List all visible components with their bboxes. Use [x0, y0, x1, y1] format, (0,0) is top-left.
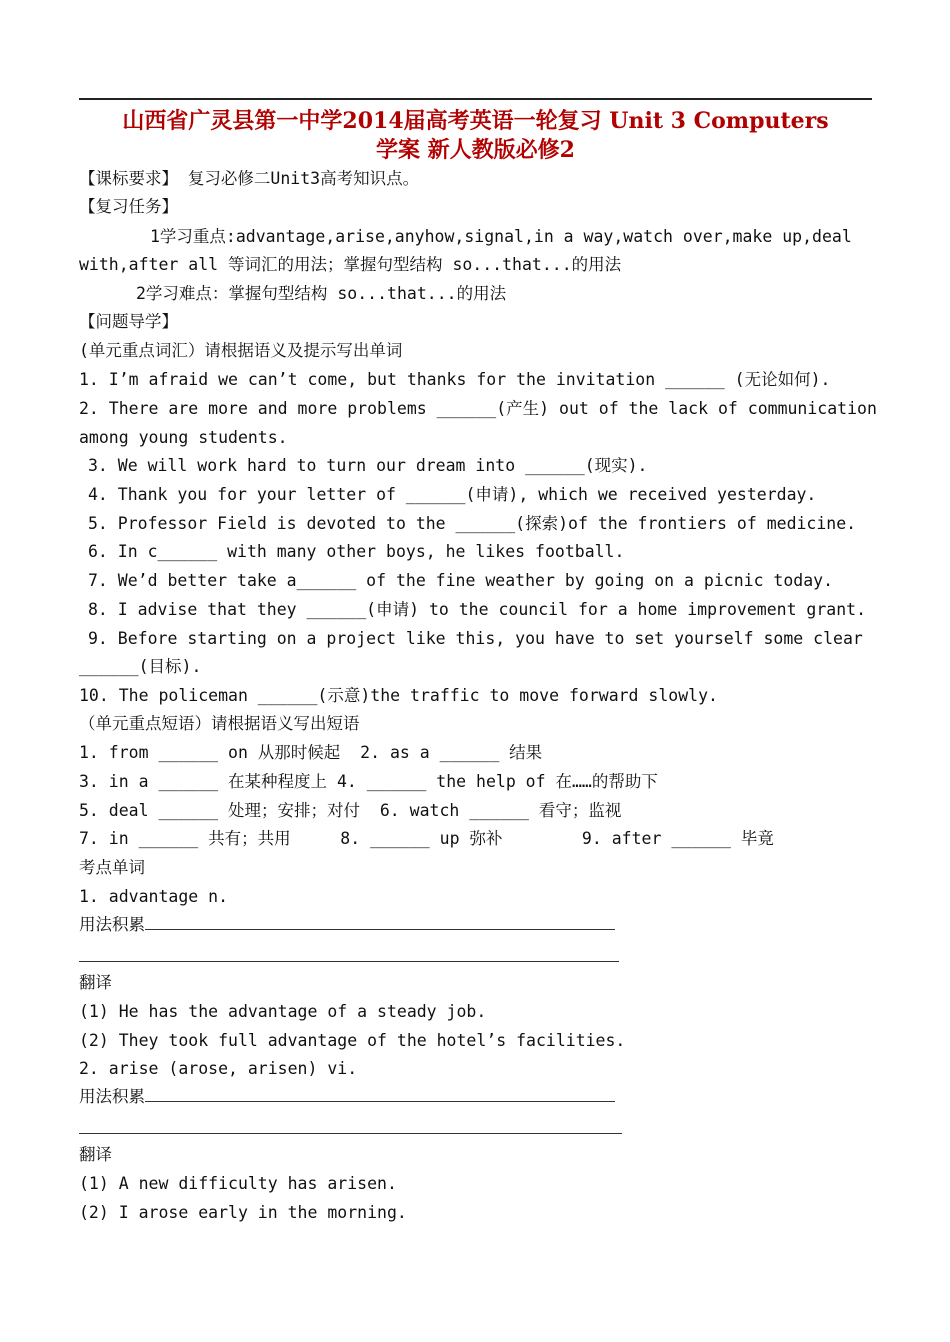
- section-heading-guided-questions: 【问题导学】: [79, 312, 178, 331]
- list-item: 10. The policeman ______(示意)the traffic to move forward slowly.: [79, 686, 718, 705]
- key-points-line: 1学习重点:advantage,arise,anyhow,signal,in a way,watch over,make up,deal: [150, 227, 852, 246]
- document-subtitle: 学案 新人教版必修2: [376, 137, 575, 163]
- usage-line: 用法积累: [79, 914, 615, 936]
- phrase-row: 5. deal ______ 处理；安排；对付 6. watch ______ 看守；监视: [79, 801, 622, 820]
- list-item: 3. We will work hard to turn our dream into ______(现实).: [88, 456, 648, 475]
- list-item: 7. We’d better take a______ of the fine weather by going on a picnic today.: [88, 571, 834, 590]
- vocabulary-instructions: (单元重点词汇）请根据语义及提示写出单词: [79, 341, 403, 360]
- answer-line[interactable]: [145, 915, 615, 930]
- key-points-line-cont: with,after all 等词汇的用法；掌握句型结构 so...that...的用法: [79, 255, 622, 274]
- list-item: 5. Professor Field is devoted to the ______(探索)of the frontiers of medicine.: [88, 514, 857, 533]
- translate-heading: 翻译: [79, 973, 112, 992]
- sentence: (1) He has the advantage of a steady job.: [79, 1002, 487, 1021]
- header-rule: [79, 98, 872, 100]
- list-item: 2. There are more and more problems ______(产生) out of the lack of communication: [79, 399, 877, 418]
- phrase-instructions: （单元重点短语）请根据语义写出短语: [79, 714, 360, 733]
- answer-line[interactable]: [79, 961, 619, 962]
- list-item: 6. In c______ with many other boys, he likes football.: [88, 542, 625, 561]
- word-entry: 1. advantage n.: [79, 887, 229, 906]
- answer-line[interactable]: [145, 1087, 615, 1102]
- list-item: 8. I advise that they ______(申请) to the council for a home improvement grant.: [88, 600, 867, 619]
- section-heading-review-tasks: 【复习任务】: [79, 197, 178, 216]
- phrase-row: 7. in ______ 共有；共用 8. ______ up 弥补 9. after ______ 毕竟: [79, 829, 774, 848]
- sentence: (2) I arose early in the morning.: [79, 1203, 407, 1222]
- list-item-cont: ______(目标).: [79, 657, 202, 676]
- usage-line: 用法积累: [79, 1086, 615, 1108]
- translate-heading: 翻译: [79, 1145, 112, 1164]
- difficulty-line: 2学习难点：掌握句型结构 so...that...的用法: [136, 284, 507, 303]
- phrase-row: 3. in a ______ 在某种程度上 4. ______ the help of 在……的帮助下: [79, 772, 658, 791]
- document-title: 山西省广灵县第一中学2014届高考英语一轮复习 Unit 3 Computers: [122, 108, 829, 134]
- section-heading-key-words: 考点单词: [79, 858, 145, 877]
- sentence: (1) A new difficulty has arisen.: [79, 1174, 397, 1193]
- word-entry: 2. arise (arose, arisen) vi.: [79, 1059, 358, 1078]
- curriculum-requirement: 【课标要求】 复习必修二Unit3高考知识点。: [79, 169, 420, 188]
- sentence: (2) They took full advantage of the hotel’s facilities.: [79, 1031, 626, 1050]
- list-item: 9. Before starting on a project like this, you have to set yourself some clear: [88, 629, 863, 648]
- list-item-cont: among young students.: [79, 428, 288, 447]
- list-item: 4. Thank you for your letter of ______(申请), which we received yesterday.: [88, 485, 817, 504]
- phrase-row: 1. from ______ on 从那时候起 2. as a ______ 结果: [79, 743, 543, 762]
- answer-line[interactable]: [79, 1133, 622, 1134]
- list-item: 1. I’m afraid we can’t come, but thanks for the invitation ______ (无论如何).: [79, 370, 831, 389]
